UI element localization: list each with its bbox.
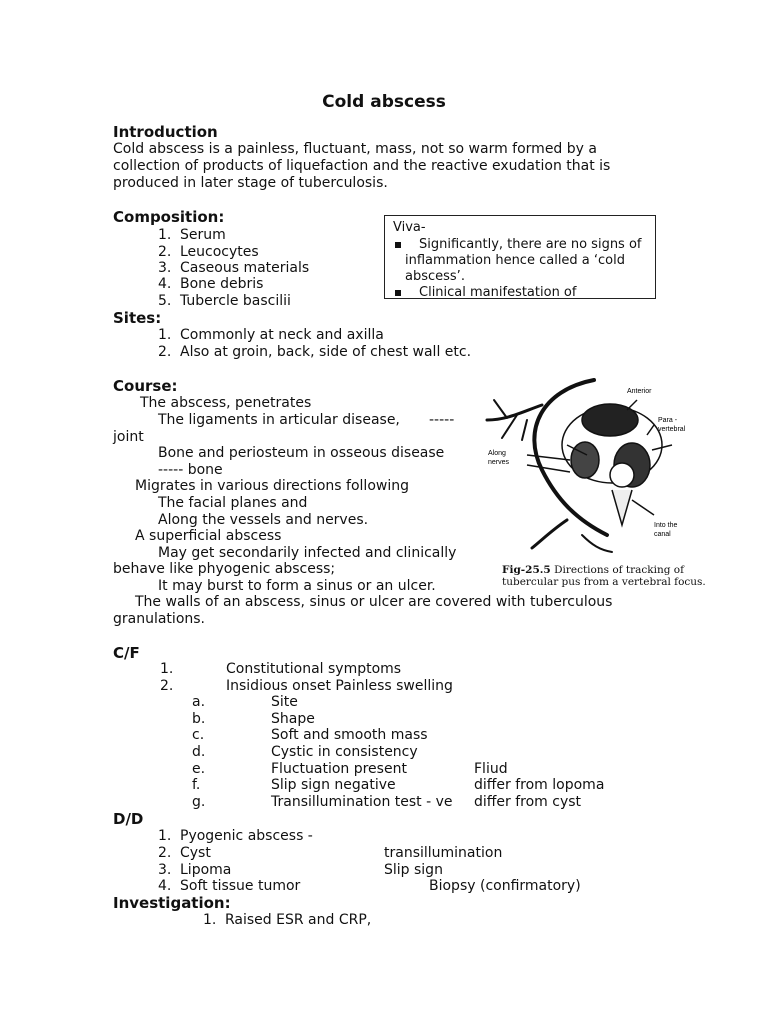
course-line: Migrates in various directions following xyxy=(135,478,409,494)
list-item: 4. Bone debris xyxy=(158,276,264,292)
viva-heading: Viva- xyxy=(393,220,426,235)
course-heading: Course: xyxy=(113,377,178,395)
course-line: The abscess, penetrates xyxy=(140,395,312,411)
sub-item: b. xyxy=(192,711,206,727)
label-canal: canal xyxy=(654,531,671,538)
list-item: 2. Also at groin, back, side of chest wall etc. xyxy=(158,344,472,360)
sub-item: Site xyxy=(271,694,298,710)
label-along: Along xyxy=(488,450,506,457)
label-para: Para - xyxy=(658,417,678,424)
label-into: Into the xyxy=(654,522,678,529)
viva-bullet: Significantly, there are no signs of inflammation hence called a ‘cold abscess’. xyxy=(395,237,653,285)
investigation-heading: Investigation: xyxy=(113,894,231,912)
sub-item: Shape xyxy=(271,711,315,727)
dd-heading: D/D xyxy=(113,810,144,828)
list-item: 1. Serum xyxy=(158,227,226,243)
list-item: 5. Tubercle bascilii xyxy=(158,293,291,309)
course-line: granulations. xyxy=(113,611,205,627)
course-line: Bone and periosteum in osseous disease xyxy=(158,445,445,461)
list-item-note: Slip sign xyxy=(384,862,443,878)
course-line: Along the vessels and nerves. xyxy=(158,512,369,528)
list-item: 4. Soft tissue tumor xyxy=(158,878,301,894)
sub-item: f. xyxy=(192,777,201,793)
sub-item: e. xyxy=(192,761,206,777)
sites-heading: Sites: xyxy=(113,309,162,327)
cf-heading: C/F xyxy=(113,644,140,662)
list-item: 2. Cyst xyxy=(158,845,211,861)
sub-item: a. xyxy=(192,694,206,710)
course-line: The walls of an abscess, sinus or ulcer are covered with tuberculous xyxy=(135,594,613,610)
course-line: The facial planes and xyxy=(158,495,308,511)
label-nerves: nerves xyxy=(488,459,510,466)
sub-item: Slip sign negative xyxy=(271,777,396,793)
course-line: May get secondarily infected and clinically xyxy=(158,545,457,561)
sub-item-note: Fliud xyxy=(474,761,508,777)
bullet-icon xyxy=(395,290,401,296)
label-anterior: Anterior xyxy=(627,388,652,395)
page-title: Cold abscess xyxy=(322,92,446,112)
sub-item: Soft and smooth mass xyxy=(271,727,428,743)
list-item: 3. Caseous materials xyxy=(158,260,310,276)
bullet-icon xyxy=(395,242,401,248)
course-line: The ligaments in articular disease, xyxy=(158,412,400,428)
list-item: 2. Leucocytes xyxy=(158,244,259,260)
viva-box xyxy=(384,215,656,299)
list-item: Insidious onset Painless swelling xyxy=(226,678,453,694)
list-item: 1. Commonly at neck and axilla xyxy=(158,327,384,343)
course-line: It may burst to form a sinus or an ulcer. xyxy=(158,578,436,594)
course-line: behave like phyogenic abscess; xyxy=(113,561,336,577)
intro-text: Cold abscess is a painless, fluctuant, mass, not so warm formed by a collection of products of liquefaction and the reactive exudation that is produced in later stage of tuberculosis. xyxy=(113,141,611,191)
sub-item-note: differ from lopoma xyxy=(474,777,605,793)
sub-item-note: differ from cyst xyxy=(474,794,582,810)
sub-item: Cystic in consistency xyxy=(271,744,418,760)
intro-heading: Introduction xyxy=(113,123,218,141)
figure-caption: Fig-25.5 Directions of tracking of xyxy=(502,564,685,576)
sub-item: Fluctuation present xyxy=(271,761,407,777)
course-line: A superficial abscess xyxy=(135,528,282,544)
list-item: 1. xyxy=(160,661,174,677)
list-item: 3. Lipoma xyxy=(158,862,232,878)
list-item-note: transillumination xyxy=(384,845,503,861)
figure-caption: tubercular pus from a vertebral focus. xyxy=(502,576,706,588)
sub-item: g. xyxy=(192,794,206,810)
list-item: 1. Raised ESR and CRP, xyxy=(203,912,372,928)
sub-item: d. xyxy=(192,744,206,760)
list-item: 1. Pyogenic abscess - xyxy=(158,828,313,844)
course-line: ----- bone xyxy=(158,462,223,478)
course-line: joint xyxy=(113,429,144,445)
list-item: Constitutional symptoms xyxy=(226,661,402,677)
sub-item: Transillumination test - ve xyxy=(271,794,453,810)
sub-item: c. xyxy=(192,727,205,743)
vertebra-figure xyxy=(482,360,686,585)
viva-bullet: Clinical manifestation of xyxy=(395,285,653,301)
composition-heading: Composition: xyxy=(113,208,225,226)
list-item-note: Biopsy (confirmatory) xyxy=(429,878,581,894)
list-item: 2. xyxy=(160,678,174,694)
label-vertebral: vertebral xyxy=(658,426,686,433)
course-line: ----- xyxy=(429,412,455,428)
